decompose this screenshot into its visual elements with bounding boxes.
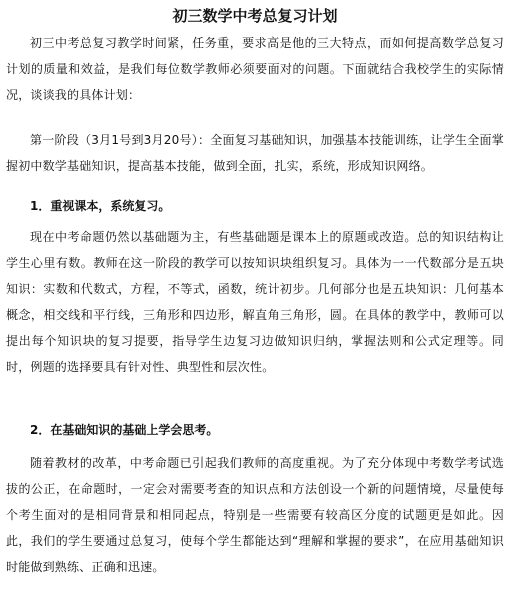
- stage1-paragraph: 第一阶段（3月1号到3月20号）：全面复习基础知识，加强基本技能训练，让学生全面掌握初中数学基础知识，提高基本技能，做到全面，扎实，系统，形成知识网络。: [6, 133, 504, 173]
- section1-heading: 1．重视课本，系统复习。: [30, 199, 171, 213]
- section2-heading: 2．在基础知识的基础上学会思考。: [30, 423, 219, 437]
- intro-paragraph: 初三中考总复习教学时间紧，任务重，要求高是他的三大特点，而如何提高数学总复习计划的质量和效益，是我们每位数学教师必须要面对的问题。下面就结合我校学生的实际情况，谈谈我的具体计划：: [6, 36, 504, 102]
- section2-paragraph: 随着教材的改革，中考命题已引起我们教师的高度重视。为了充分体现中考数学考试选拔的公正，在命题时，一定会对需要考查的知识点和方法创设一个新的问题情境，尽量使每个考生面对的是相同背景和相同起点，特别是一些需要有较高区分度的试题更是如此。因此，我们的学生要通过总复习，使每个学生都能达到“理解和掌握的要求”，在应用基础知识时能做到熟练、正确和迅速。: [6, 456, 504, 574]
- document-title: 初三数学中考总复习计划: [172, 7, 338, 25]
- section1-paragraph: 现在中考命题仍然以基础题为主，有些基础题是课本上的原题或改造。总的知识结构让学生心里有数。教师在这一阶段的教学可以按知识块组织复习。具体为一一代数部分是五块知识：实数和代数式，方程，不等式，函数，统计初步。几何部分也是五块知识：几何基本概念，相交线和平行线，三角形和四边形，解直角三角形，圆。在具体的教学中，教师可以提出每个知识块的复习提要，指导学生边复习边做知识归纳，掌握法则和公式定理等。同时，例题的选择要具有针对性、典型性和层次性。: [6, 230, 504, 374]
